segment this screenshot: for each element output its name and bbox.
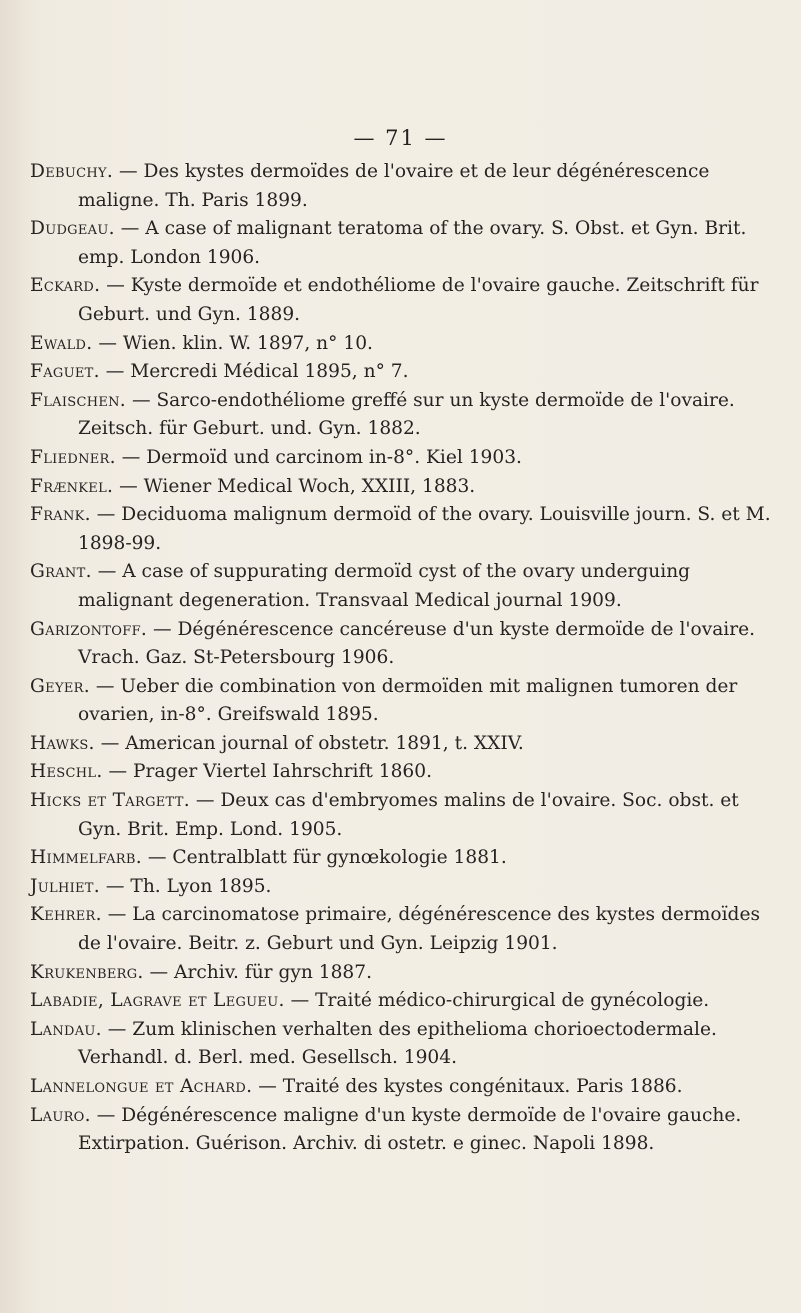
reference-text: — Des kystes dermoïdes de l'ovaire et de leur dégénérescence maligne. Th. Paris 1899. — [78, 161, 710, 211]
reference-text: — American journal of obstetr. 1891, t. XXIV. — [94, 732, 524, 754]
page-number: — 71 — — [353, 126, 448, 150]
reference-item — [30, 873, 775, 902]
reference-item — [30, 959, 775, 988]
reference-text: — Deciduoma malignum dermoïd of the ovary. Louisville journ. S. et M. 1898-99. — [78, 504, 771, 554]
reference-text: — Dégénérescence cancéreuse d'un kyste dermoïde de l'ovaire. Vrach. Gaz. St-Petersbourg 1906. — [78, 618, 756, 669]
reference-item — [30, 758, 775, 787]
reference-author: Landau. — [30, 1018, 102, 1040]
reference-author: Hawks. — [30, 732, 95, 754]
reference-item — [30, 215, 775, 272]
reference-author: Kehrer. — [30, 904, 102, 926]
reference-text: — La carcinomatose primaire, dégénérescence des kystes dermoïdes de l'ovaire. Beitr. z. Geburt und Gyn. Leipzig 1901. — [78, 904, 760, 955]
reference-item — [30, 987, 775, 1016]
reference-text: — Mercredi Médical 1895, n° 7. — [99, 361, 409, 383]
reference-author: Frank. — [30, 504, 91, 526]
reference-author: Fliedner. — [30, 446, 116, 468]
reference-author: Krukenberg. — [30, 961, 144, 983]
reference-item — [30, 358, 775, 387]
reference-text: — A case of suppurating dermoïd cyst of the ovary underguing malignant degeneration. Transvaal Medical journal 1909. — [78, 561, 691, 611]
reference-item — [30, 444, 775, 473]
reference-item — [30, 501, 775, 558]
reference-item — [30, 673, 775, 730]
reference-text: — Traité des kystes congénitaux. Paris 1886. — [252, 1076, 683, 1097]
reference-author: Grant. — [30, 561, 92, 583]
reference-text: — Th. Lyon 1895. — [100, 875, 272, 897]
reference-text: — Zum klinischen verhalten des epithelioma chorioectodermale. Verhandl. d. Berl. med. Gesellsch. 1904. — [78, 1018, 717, 1069]
reference-author: Ewald. — [30, 332, 93, 354]
reference-author: Julhiet. — [30, 875, 100, 897]
reference-author: Eckard. — [30, 275, 101, 297]
reference-text: — Kyste dermoïde et endothéliome de l'ovaire gauche. Zeitschrift für Geburt. und Gyn. 1889. — [78, 275, 759, 325]
reference-text: — Ueber die combination von dermoïden mit malignen tumoren der ovarien, in-8°. Greifswald 1895. — [78, 675, 738, 726]
reference-item — [30, 1073, 775, 1102]
reference-item — [30, 901, 775, 958]
reference-text: — Deux cas d'embryomes malins de l'ovaire. Soc. obst. et Gyn. Brit. Emp. Lond. 1905. — [78, 790, 739, 840]
reference-item — [30, 787, 775, 844]
reference-author: Flaischen. — [30, 389, 127, 411]
reference-author: Dudgeau. — [30, 218, 115, 240]
reference-author: Heschl. — [30, 761, 103, 783]
reference-item — [30, 158, 775, 215]
reference-list — [30, 158, 775, 1159]
reference-item — [30, 1102, 775, 1159]
reference-author: Lauro. — [30, 1104, 91, 1126]
reference-author: Himmelfarb. — [30, 847, 142, 869]
reference-author: Garizontoff. — [30, 618, 148, 640]
reference-author: Labadie, Lagrave et Legueu. — [30, 990, 285, 1012]
reference-text: — Centralblatt für gynœkologie 1881. — [141, 847, 507, 869]
reference-author: Debuchy. — [30, 161, 114, 182]
reference-text: — Archiv. für gyn 1887. — [143, 961, 373, 983]
reference-author: Faguet. — [30, 361, 100, 383]
reference-item — [30, 330, 775, 359]
reference-author: Geyer. — [30, 675, 90, 697]
reference-text: — Dégénérescence maligne d'un kyste dermoïde de l'ovaire gauche. Extirpation. Guérison. Archiv. di ostetr. e ginec. Napoli 1898. — [78, 1104, 742, 1155]
reference-item — [30, 616, 775, 673]
reference-author: Lannelongue et Achard. — [30, 1076, 253, 1097]
reference-item — [30, 844, 775, 873]
reference-author: Frænkel. — [30, 475, 114, 497]
reference-item — [30, 730, 775, 759]
reference-text: — Traité médico-chirurgical de gynécologie. — [284, 990, 710, 1012]
reference-item — [30, 387, 775, 444]
reference-text: — Wien. klin. W. 1897, n° 10. — [92, 332, 373, 354]
reference-author: Hicks et Targett. — [30, 790, 190, 812]
reference-text: — Wiener Medical Woch, XXIII, 1883. — [113, 475, 476, 497]
reference-item — [30, 272, 775, 329]
reference-text: — Sarco-endothéliome greffé sur un kyste dermoïde de l'ovaire. Zeitsch. für Geburt. und. Gyn. 1882. — [78, 389, 735, 440]
reference-text: — Dermoïd und carcinom in-8°. Kiel 1903. — [115, 446, 522, 468]
reference-item — [30, 473, 775, 502]
reference-text: — Prager Viertel Iahrschrift 1860. — [102, 761, 432, 783]
reference-text: — A case of malignant teratoma of the ovary. S. Obst. et Gyn. Brit. emp. London 1906. — [78, 218, 747, 268]
reference-item — [30, 558, 775, 615]
reference-item — [30, 1016, 775, 1073]
